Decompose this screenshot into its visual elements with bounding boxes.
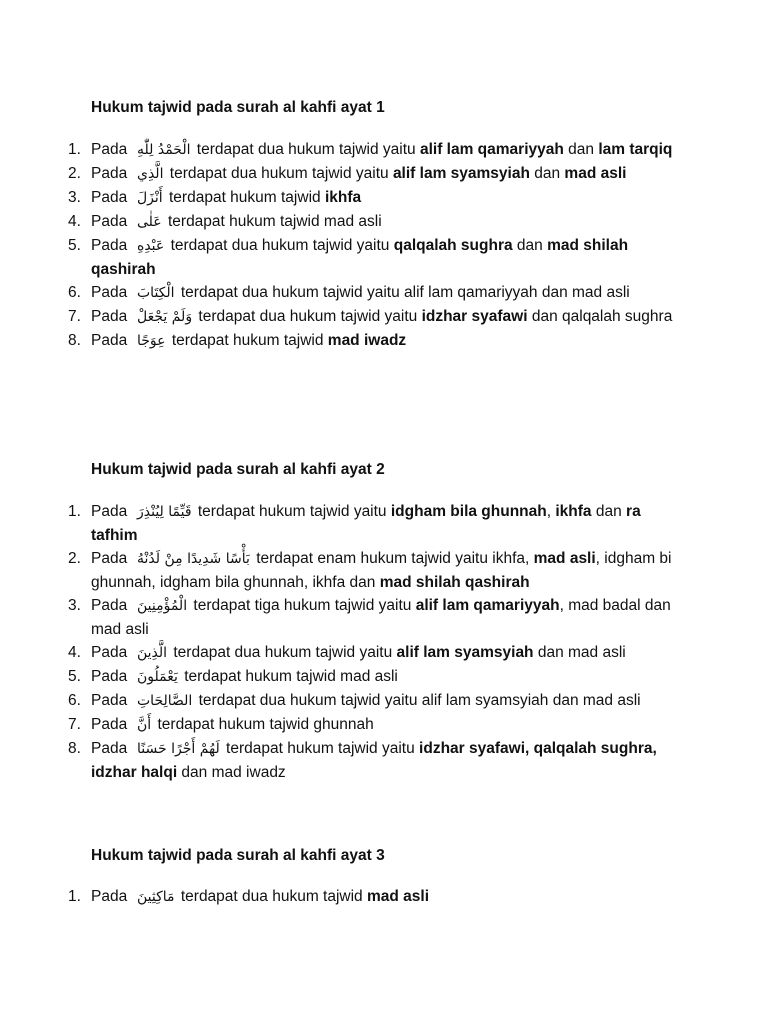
bold-term: alif lam qamariyyah [419,141,564,158]
item-text-part: dan [512,237,548,254]
bold-term: ikhfa [555,503,592,520]
item-text [91,713,691,737]
pada-label: Pada [91,308,128,325]
item-text-part: terdapat dua hukum tajwid yaitu [194,308,422,325]
list-item [0,641,768,665]
item-text-part: terdapat dua hukum tajwid yaitu [192,141,420,158]
item-text-part: terdapat enam hukum tajwid yaitu ikhfa, [251,550,534,567]
pada-label: Pada [91,503,128,520]
item-text-part: terdapat hukum tajwid [164,189,325,206]
item-text-part: , mad badal dan mad asli [91,597,671,638]
arabic-phrase: الْكِتَابَ [137,285,175,301]
list-item [0,329,768,353]
item-text [91,641,691,665]
list-item [0,713,768,737]
pada-label: Pada [91,213,128,230]
item-number: 8. [68,740,81,757]
list-item [0,234,768,281]
bold-term: alif lam syamsyiah [396,644,534,661]
item-number: 5. [68,237,81,254]
item-text-part: terdapat dua hukum tajwid yaitu [166,237,394,254]
item-text-part: terdapat hukum tajwid mad asli [179,668,398,685]
item-text-part: dan [563,141,599,158]
pada-label: Pada [91,189,128,206]
item-number: 5. [68,668,81,685]
bold-term: mad shilah qashirah [379,574,530,591]
item-text-part: terdapat hukum tajwid [167,332,328,349]
bold-term: ra tafhim [91,503,641,544]
pada-label: Pada [91,237,128,254]
item-text [91,500,691,547]
item-number: 2. [68,165,81,182]
item-text-part: terdapat dua hukum tajwid yaitu [165,165,393,182]
item-text-part: dan [591,503,627,520]
item-text [91,281,691,305]
list-item [0,138,768,162]
list-item [0,547,768,594]
tajwid-list [0,138,768,353]
item-number: 7. [68,716,81,733]
item-number: 7. [68,308,81,325]
bold-term: mad asli [366,888,429,905]
item-text-part: dan qalqalah sughra [527,308,673,325]
list-item [0,737,768,784]
item-text [91,594,691,641]
bold-term: idzhar syafawi [421,308,528,325]
item-text-part: terdapat dua hukum tajwid yaitu [169,644,397,661]
item-text-part: terdapat hukum tajwid yaitu [221,740,420,757]
arabic-phrase: أَنْزَلَ [137,190,163,206]
list-item [0,689,768,713]
item-number: 4. [68,213,81,230]
arabic-phrase: عَلٰى [137,214,162,230]
arabic-phrase: الَّذِي [137,166,164,182]
item-text [91,665,691,689]
arabic-phrase: بَأْسًا شَدِيدًا مِنْ لَدُنْهُ [137,551,250,567]
arabic-phrase: وَلَمْ يَجْعَلْ [137,309,193,325]
tajwid-list [0,885,768,909]
pada-label: Pada [91,668,128,685]
item-text [91,162,691,186]
item-text [91,210,691,234]
arabic-phrase: عَبْدِهِ [137,238,165,254]
bold-term: mad iwadz [327,332,407,349]
bold-term: ikhfa [324,189,362,206]
arabic-phrase: عِوَجًا [137,333,166,349]
list-item [0,186,768,210]
list-item [0,594,768,641]
bold-term: qalqalah sughra [393,237,513,254]
item-text-part: dan mad asli [533,644,626,661]
item-text [91,737,691,784]
pada-label: Pada [91,332,128,349]
bold-term: mad asli [533,550,596,567]
bold-term: idgham bila ghunnah [390,503,547,520]
item-text-part: terdapat hukum tajwid yaitu [193,503,391,520]
arabic-phrase: أَنَّ [137,717,152,733]
arabic-phrase: الصَّالِحَاتِ [137,693,193,709]
pada-label: Pada [91,644,128,661]
item-text [91,186,691,210]
pada-label: Pada [91,284,128,301]
list-item [0,281,768,305]
item-text [91,234,691,281]
tajwid-list [0,500,768,784]
item-text [91,885,691,909]
list-item [0,162,768,186]
item-text [91,547,691,594]
pada-label: Pada [91,692,128,709]
item-text-part: , idgham bi ghunnah, idgham bila ghunnah, ikhfa dan [91,550,672,591]
pada-label: Pada [91,550,128,567]
pada-label: Pada [91,888,128,905]
list-item [0,665,768,689]
arabic-phrase: يَعْمَلُونَ [137,669,178,685]
item-text-part: terdapat tiga hukum tajwid yaitu [189,597,416,614]
arabic-phrase: الْحَمْدُ لِلّٰهِ [137,142,191,158]
item-number: 2. [68,550,81,567]
item-text [91,329,691,353]
arabic-phrase: مَاكِثِينَ [137,889,175,905]
pada-label: Pada [91,141,128,158]
item-text [91,689,691,713]
pada-label: Pada [91,716,128,733]
pada-label: Pada [91,740,128,757]
item-text-part: terdapat dua hukum tajwid yaitu alif lam qamariyyah dan mad asli [176,284,630,301]
item-text [91,305,691,329]
bold-term: lam tarqiq [598,141,673,158]
item-text-part: terdapat dua hukum tajwid [176,888,367,905]
item-text-part: terdapat dua hukum tajwid yaitu alif lam syamsyiah dan mad asli [194,692,641,709]
pada-label: Pada [91,597,128,614]
section-heading: Hukum tajwid pada surah al kahfi ayat 1 [91,99,385,116]
item-number: 4. [68,644,81,661]
section-heading: Hukum tajwid pada surah al kahfi ayat 3 [91,847,385,864]
arabic-phrase: الْمُؤْمِنِينَ [137,598,188,614]
item-number: 3. [68,189,81,206]
section-heading: Hukum tajwid pada surah al kahfi ayat 2 [91,461,385,478]
bold-term: alif lam syamsyiah [392,165,530,182]
list-item [0,500,768,547]
bold-term: alif lam qamariyyah [415,597,560,614]
arabic-phrase: قَيِّمًا لِيُنْذِرَ [137,504,192,520]
item-text-part: terdapat hukum tajwid ghunnah [153,716,374,733]
item-text-part: terdapat hukum tajwid mad asli [163,213,382,230]
bold-term: mad shilah qashirah [91,237,629,278]
item-text-part: dan [529,165,565,182]
item-text-part: , [546,503,556,520]
arabic-phrase: لَهُمْ أَجْرًا حَسَنًا [137,741,220,757]
item-number: 3. [68,597,81,614]
bold-term: mad asli [564,165,627,182]
list-item [0,885,768,909]
pada-label: Pada [91,165,128,182]
item-number: 8. [68,332,81,349]
bold-term: idzhar syafawi, qalqalah sughra, idzhar halqi [91,740,657,781]
item-number: 1. [68,141,81,158]
item-number: 6. [68,692,81,709]
item-number: 1. [68,888,81,905]
list-item [0,210,768,234]
item-number: 6. [68,284,81,301]
list-item [0,305,768,329]
item-number: 1. [68,503,81,520]
arabic-phrase: الَّذِينَ [137,645,168,661]
item-text-part: dan mad iwadz [177,764,286,781]
item-text [91,138,691,162]
